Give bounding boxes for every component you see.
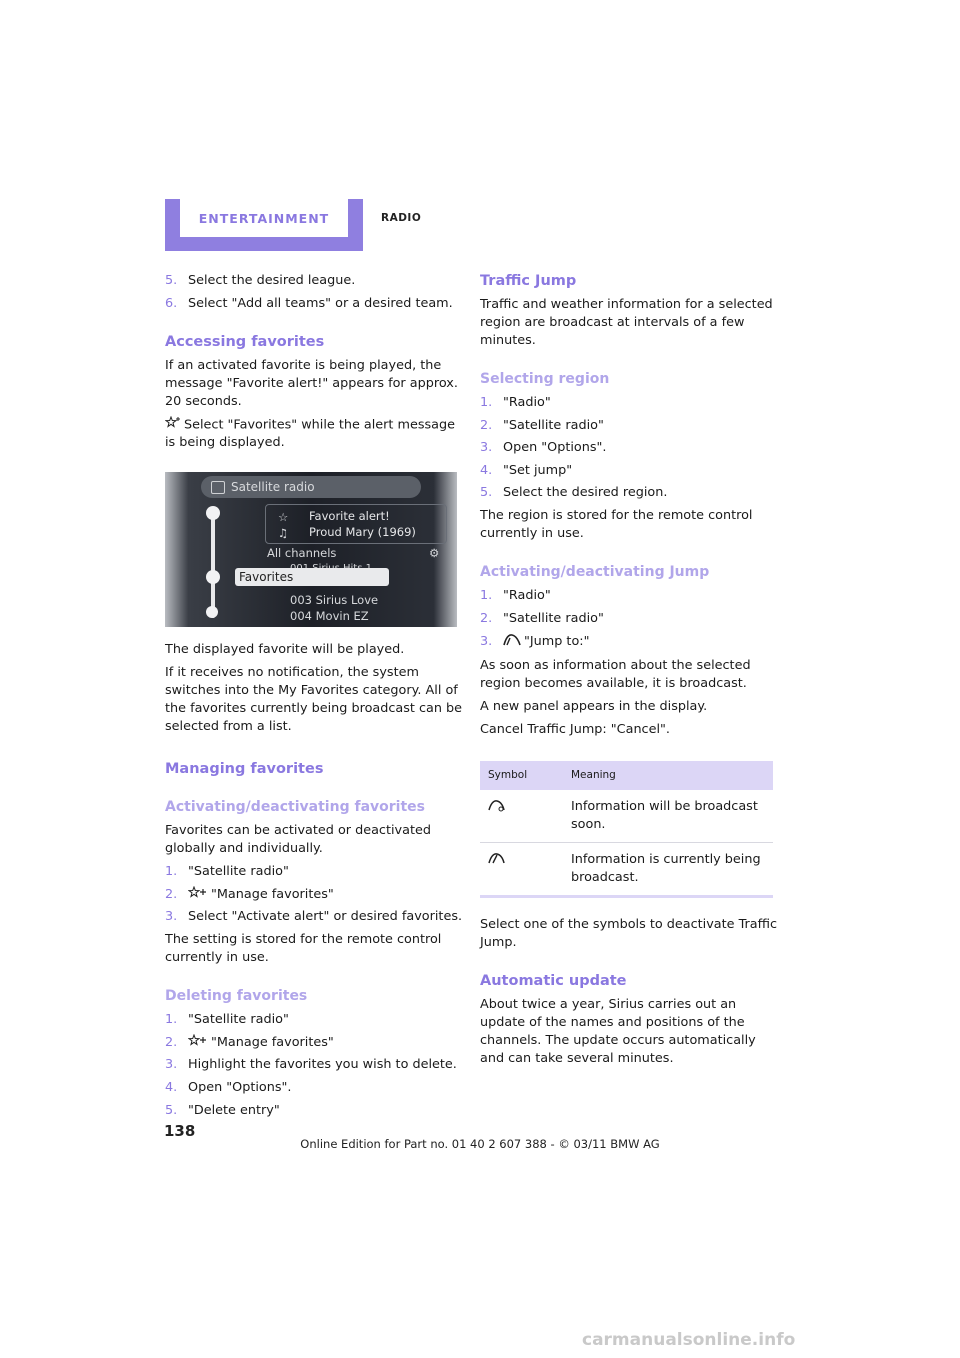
- rail-knob-bottom: [206, 606, 218, 618]
- notification-paragraph: If it receives no notification, the system switches into the My Favorites category. All of the favorites currently being broadcast can be selected from a list.: [165, 665, 463, 735]
- list-item: 4. Open "Options".: [165, 1080, 292, 1096]
- alert-title: Favorite alert!: [309, 509, 390, 524]
- manage-favorites-icon: [188, 886, 208, 904]
- jump-paragraph-2: A new panel appears in the display.: [480, 698, 708, 714]
- right-column: [480, 272, 780, 1073]
- managing-favorites-heading: Managing favorites: [165, 761, 324, 778]
- broadcasting-icon: [488, 854, 506, 869]
- deleting-steps: [165, 1011, 465, 1119]
- alert-song: Proud Mary (1969): [309, 525, 416, 540]
- col-meaning: Meaning: [563, 761, 773, 790]
- watermark: carmanualsonline.info: [582, 1330, 796, 1350]
- jump-steps: [480, 587, 780, 651]
- automatic-update-paragraph: About twice a year, Sirius carries out an update of the names and positions of the channels. The update occurs automatically and can take several minutes.: [480, 996, 756, 1066]
- symbol-table: [480, 761, 773, 898]
- col-symbol: Symbol: [480, 761, 563, 790]
- steps-top: [165, 272, 465, 313]
- channel-row: 004 Movin EZ: [290, 609, 369, 624]
- all-channels-label: All channels: [267, 546, 337, 561]
- header-section-label: RADIO: [381, 212, 422, 224]
- list-item: 2. "Satellite radio": [480, 417, 604, 433]
- activating-favorites-heading: Activating/deactivating favorites: [165, 799, 425, 816]
- table-header-row: [480, 761, 773, 790]
- played-paragraph: The displayed favorite will be played.: [165, 642, 405, 658]
- list-item: 3. Open "Options".: [480, 440, 607, 456]
- accessing-favorites-heading: Accessing favorites: [165, 333, 325, 350]
- control-display-screenshot: [165, 472, 457, 627]
- accessing-select-paragraph: Select "Favorites" while the alert message is being displayed.: [165, 417, 456, 451]
- stored-paragraph: The setting is stored for the remote control currently in use.: [165, 932, 442, 966]
- list-item: 3. "Jump to:": [480, 633, 780, 652]
- list-item: 1. "Radio": [480, 588, 551, 604]
- satellite-radio-icon: [211, 481, 225, 494]
- meaning-cell: Information will be broadcast soon.: [563, 790, 773, 843]
- list-item: 1. "Satellite radio": [165, 864, 289, 880]
- broadcast-soon-icon: [488, 801, 506, 816]
- jump-paragraph-1: As soon as information about the selected region becomes available, it is broadcast.: [480, 657, 751, 691]
- region-paragraph: The region is stored for the remote control currently in use.: [480, 508, 753, 542]
- deactivate-paragraph: Select one of the symbols to deactivate Traffic Jump.: [480, 916, 778, 950]
- page-number: 138: [164, 1122, 196, 1140]
- activating-paragraph: Favorites can be activated or deactivated globally and individually.: [165, 823, 431, 857]
- table-row: [480, 842, 773, 896]
- list-item: 2. "Satellite radio": [480, 610, 604, 626]
- favorites-selected-item: Favorites: [235, 568, 389, 586]
- header-tab-label: ENTERTAINMENT: [198, 210, 330, 226]
- region-steps: [480, 394, 780, 502]
- deleting-favorites-heading: Deleting favorites: [165, 988, 308, 1005]
- list-item: 5. Select the desired league.: [165, 273, 356, 288]
- activating-steps: [165, 863, 465, 926]
- list-item: 2. "Manage favorites": [165, 886, 334, 902]
- list-item: 3. Highlight the favorites you wish to delete.: [165, 1057, 457, 1073]
- alert-music-icon: ♫: [278, 526, 289, 541]
- channels-gear-icon: ⚙: [429, 546, 440, 561]
- edition-footer: Online Edition for Part no. 01 40 2 607 388 - © 03/11 BMW AG: [300, 1137, 660, 1151]
- list-item: 6. Select "Add all teams" or a desired team.: [165, 295, 453, 311]
- list-item: 1. "Satellite radio": [165, 1012, 289, 1028]
- traffic-jump-heading: Traffic Jump: [480, 273, 577, 289]
- left-column: [165, 272, 465, 1125]
- screen-title-bar: Satellite radio: [201, 476, 421, 498]
- list-item: 1. "Radio": [480, 395, 551, 410]
- menu-rail: [211, 510, 215, 618]
- list-item: 4. "Set jump": [480, 462, 573, 478]
- jump-paragraph-3: Cancel Traffic Jump: "Cancel".: [480, 721, 670, 737]
- accessing-paragraph: If an activated favorite is being played, the message "Favorite alert!" appears for approx. 20 seconds.: [165, 357, 458, 409]
- channel-row: 003 Sirius Love: [290, 593, 379, 608]
- alert-star-icon: ☆: [278, 510, 289, 525]
- traffic-jump-icon: [503, 633, 521, 652]
- list-item: 5. Select the desired region.: [480, 485, 668, 501]
- favorites-star-icon: [165, 416, 181, 434]
- selecting-region-heading: Selecting region: [480, 371, 610, 387]
- list-item: 2. "Manage favorites": [165, 1034, 334, 1050]
- meaning-cell: Information is currently being broadcast.: [563, 842, 773, 896]
- table-row: [480, 790, 773, 843]
- activating-jump-heading: Activating/deactivating Jump: [480, 564, 710, 581]
- automatic-update-heading: Automatic update: [480, 972, 627, 989]
- header-tab: [180, 199, 348, 237]
- traffic-paragraph: Traffic and weather information for a selected region are broadcast at intervals of a few minutes.: [480, 297, 773, 348]
- rail-knob-selected: [206, 570, 220, 584]
- list-item: 3. Select "Activate alert" or desired favorites.: [165, 909, 463, 925]
- manage-favorites-icon: [188, 1034, 208, 1052]
- rail-knob-top: [206, 506, 220, 520]
- list-item: 5. "Delete entry": [165, 1102, 280, 1118]
